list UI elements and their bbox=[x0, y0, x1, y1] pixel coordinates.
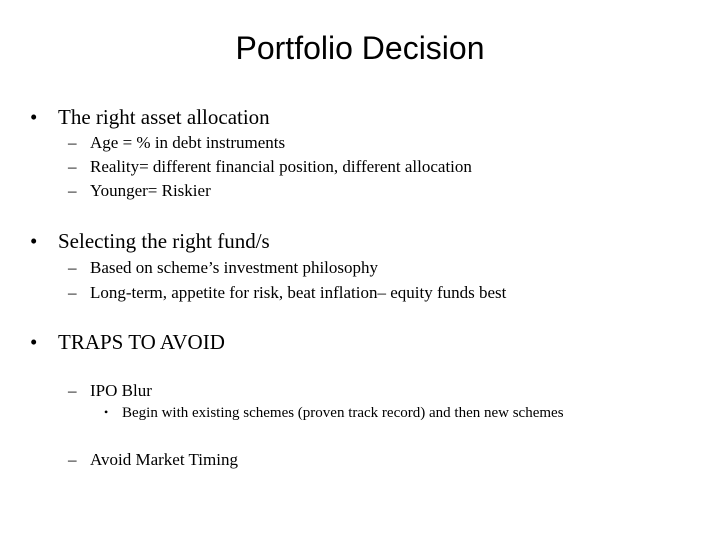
sub-bullet-text: Age = % in debt instruments bbox=[90, 133, 286, 152]
sub-sub-bullet bbox=[104, 405, 564, 422]
sub-bullet bbox=[68, 381, 152, 401]
sub-bullet-text: Avoid Market Timing bbox=[90, 450, 238, 469]
bullet-traps bbox=[30, 330, 225, 355]
bullet-right-fund bbox=[30, 229, 270, 254]
bullet-icon: • bbox=[30, 330, 38, 354]
bullet-icon: • bbox=[30, 229, 38, 253]
sub-sub-bullet-text: Begin with existing schemes (proven track record) and then new schemes bbox=[122, 405, 564, 421]
sub-bullet bbox=[68, 258, 378, 278]
bullet-text: The right asset allocation bbox=[58, 105, 270, 129]
dash-icon: – bbox=[68, 133, 77, 152]
sub-bullet-text: Based on scheme’s investment philosophy bbox=[90, 258, 379, 277]
sub-bullet bbox=[68, 181, 211, 201]
dash-icon: – bbox=[68, 450, 77, 469]
sub-bullet-text: Younger= Riskier bbox=[90, 181, 211, 200]
sub-bullet-text: IPO Blur bbox=[90, 381, 152, 400]
dash-icon: – bbox=[68, 381, 77, 400]
bullet-text: Selecting the right fund/s bbox=[58, 229, 270, 253]
bullet-asset-allocation bbox=[30, 105, 270, 130]
sub-bullet bbox=[68, 450, 238, 470]
sub-bullet-text: Long-term, appetite for risk, beat inflation– equity funds best bbox=[90, 283, 507, 302]
dash-icon: – bbox=[68, 181, 77, 200]
sub-bullet bbox=[68, 157, 472, 177]
bullet-text: TRAPS TO AVOID bbox=[58, 330, 225, 354]
dash-icon: – bbox=[68, 258, 77, 277]
bullet-icon: • bbox=[30, 105, 38, 129]
bullet-icon: • bbox=[104, 405, 109, 419]
sub-bullet bbox=[68, 283, 506, 303]
sub-bullet-text: Reality= different financial position, different allocation bbox=[90, 157, 472, 176]
slide-title: Portfolio Decision bbox=[235, 30, 485, 66]
dash-icon: – bbox=[68, 283, 77, 302]
sub-bullet bbox=[68, 133, 285, 153]
dash-icon: – bbox=[68, 157, 77, 176]
